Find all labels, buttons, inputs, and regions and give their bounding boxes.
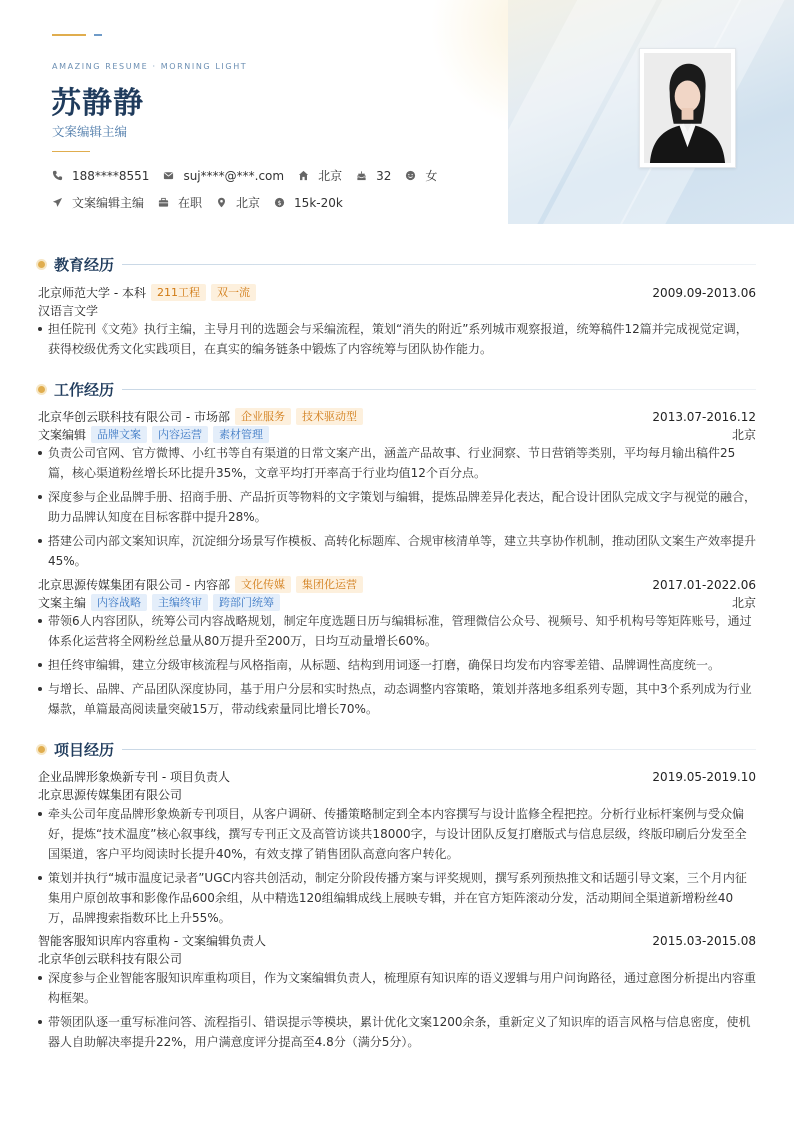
work-bullet: 与增长、品牌、产品团队深度协同，基于用户分层和实时热点，动态调整内容策略，策划并落地多组系列专题，其中3个系列成为行业爆款，单篇最高阅读量突破15万，带动线索量同比增长70%。 <box>38 679 756 719</box>
phone-icon <box>52 170 63 181</box>
work-entry-header <box>38 576 756 593</box>
target-city-value: 北京 <box>236 196 261 210</box>
project-period: 2019.05-2019.10 <box>652 769 756 784</box>
smile-icon <box>405 170 416 181</box>
work-bullet: 带领6人内容团队，统筹公司内容战略规划，制定年度选题日历与编辑标准，管理微信公众号、视频号、知乎机构号等矩阵账号，通过体系化运营将全网粉丝总量从80万提升至200万，日均互动量增长60%。 <box>38 611 756 651</box>
project-bullet: 牵头公司年度品牌形象焕新专刊项目，从客户调研、传播策略制定到全本内容撰写与设计监修全程把控。分析行业标杆案例与受众偏好，提炼“技术温度”核心叙事线，撰写专刊正文及高管访谈共18000字，与设计团队反复打磨版式与信息层级，终版印刷后分发至全国渠道，客户平均阅读时长提升40%，有效支撑了销售团队高意向客户转化。 <box>38 804 756 864</box>
job-target-value: 文案编辑主编 <box>72 196 145 210</box>
company-name: 北京华创云联科技有限公司 - 市场部 <box>38 410 230 424</box>
company-tag: 技术驱动型 <box>296 408 363 425</box>
projects-section-header <box>38 739 756 760</box>
project-bullet: 带领团队逐一重写标准问答、流程指引、错误提示等模块，累计优化文案1200余条，重新定义了知识库的语言风格与信息密度，使机器人自助解决率提升22%，用户满意度评分提高至4.8分（满分5分）。 <box>38 1012 756 1052</box>
city-info <box>298 167 342 184</box>
project-bullet: 策划并执行“城市温度记录者”UGC内容共创活动，制定分阶段传播方案与评奖规则，撰写系列预热推文和话题引导文案，三个月内征集用户原创故事和影像作品600余组，从中精选120组编辑成线上展映专辑，并在官方矩阵滚动分发，活动期间全渠道新增粉丝40万，品牌搜索指数环比上升55%。 <box>38 868 756 928</box>
company-tag: 文化传媒 <box>235 576 291 593</box>
work-period: 2017.01-2022.06 <box>652 577 756 592</box>
project-org: 北京思源传媒集团有限公司 <box>38 788 183 802</box>
company-tag: 集团化运营 <box>296 576 363 593</box>
email-info <box>163 169 284 183</box>
status-value: 在职 <box>178 196 203 210</box>
profile-photo-frame <box>639 48 736 168</box>
project-org: 北京华创云联科技有限公司 <box>38 952 183 966</box>
education-period: 2009.09-2013.06 <box>652 285 756 300</box>
svg-text:$: $ <box>277 198 282 207</box>
company-name: 北京思源传媒集团有限公司 - 内容部 <box>38 578 230 592</box>
work-section-title: 工作经历 <box>54 381 115 399</box>
work-bullet: 负责公司官网、官方微博、小红书等自有渠道的日常文案产出，涵盖产品故事、行业洞察、节日营销等类别，平均每月输出稿件25篇，核心渠道粉丝增长环比提升35%，文章平均打开率高于行业均值12个百分点。 <box>38 443 756 483</box>
home-icon <box>298 170 309 181</box>
city-value: 北京 <box>318 169 343 183</box>
gender-value: 女 <box>425 169 438 183</box>
candidate-name: 苏静静 <box>51 86 144 121</box>
phone-info <box>52 169 149 183</box>
coin-icon <box>274 197 285 208</box>
work-entry-header <box>38 408 756 425</box>
role-tag: 素材管理 <box>213 426 269 443</box>
role-tag: 品牌文案 <box>91 426 147 443</box>
send-icon <box>52 197 63 208</box>
job-target-info <box>52 194 144 211</box>
school-tag: 双一流 <box>211 284 256 301</box>
project-bullet: 深度参与企业智能客服知识库重构项目，作为文案编辑负责人，梳理原有知识库的语义逻辑与用户问询路径，通过意图分析提出内容重构框架。 <box>38 968 756 1008</box>
age-value: 32 <box>376 168 392 183</box>
role-name: 文案主编 <box>38 596 87 610</box>
briefcase-icon <box>158 197 169 208</box>
project-entry-header <box>38 768 756 785</box>
section-dot-icon <box>38 386 45 393</box>
section-divider <box>122 264 756 265</box>
education-entry-header <box>38 284 756 301</box>
email-value: suj****@***.com <box>183 168 285 183</box>
projects-section-title: 项目经历 <box>54 741 115 759</box>
project-name: 企业品牌形象焕新专刊 - 项目负责人 <box>38 770 230 784</box>
role-tag: 跨部门统筹 <box>213 594 280 611</box>
profile-photo <box>644 53 731 163</box>
work-role-row <box>38 426 756 443</box>
work-bullet: 搭建公司内部文案知识库，沉淀细分场景写作模板、高转化标题库、合规审核清单等，建立共享协作机制，推动团队文案生产效率提升45%。 <box>38 531 756 571</box>
work-city: 北京 <box>731 596 756 610</box>
job-intent-row <box>52 194 357 211</box>
project-name: 智能客服知识库内容重构 - 文案编辑负责人 <box>38 934 266 948</box>
role-tag: 主编终审 <box>152 594 208 611</box>
education-bullet: 担任院刊《文苑》执行主编，主导月刊的选题会与采编流程，策划“消失的附近”系列城市观察报道，统筹稿件12篇并完成视觉定调，获得校级优秀文化实践项目，在真实的编务链条中锻炼了内容统筹与团队协作能力。 <box>38 319 756 359</box>
project-entry-header <box>38 932 756 949</box>
status-info <box>158 194 202 211</box>
candidate-title: 文案编辑主编 <box>52 124 128 139</box>
contact-row <box>52 167 451 184</box>
age-info <box>356 169 391 183</box>
role-tag: 内容运营 <box>152 426 208 443</box>
work-bullet: 深度参与企业品牌手册、招商手册、产品折页等物料的文字策划与编辑，提炼品牌差异化表达，配合设计团队完成文字与视觉的融合，助力品牌认知度在目标客群中提升28%。 <box>38 487 756 527</box>
education-section-header <box>38 254 756 275</box>
work-role-row <box>38 594 756 611</box>
work-city: 北京 <box>731 428 756 442</box>
role-tag: 内容战略 <box>91 594 147 611</box>
location-pin-icon <box>216 197 227 208</box>
work-section-header <box>38 379 756 400</box>
salary-value: 15k-20k <box>294 195 343 210</box>
phone-value: 188****8551 <box>72 168 150 183</box>
education-major: 汉语言文学 <box>38 304 99 318</box>
work-period: 2013.07-2016.12 <box>652 409 756 424</box>
education-section-title: 教育经历 <box>54 256 115 274</box>
section-divider <box>122 749 756 750</box>
section-dot-icon <box>38 261 45 268</box>
mail-icon <box>163 170 174 181</box>
school-name: 北京师范大学 - 本科 <box>38 286 146 300</box>
cake-icon <box>356 170 367 181</box>
school-tag: 211工程 <box>151 284 206 301</box>
gender-info <box>405 167 437 184</box>
company-tag: 企业服务 <box>235 408 291 425</box>
section-dot-icon <box>38 746 45 753</box>
role-name: 文案编辑 <box>38 428 87 442</box>
salary-info <box>274 196 343 210</box>
project-period: 2015.03-2015.08 <box>652 933 756 948</box>
target-city-info <box>216 194 260 211</box>
work-bullet: 担任终审编辑，建立分级审核流程与风格指南，从标题、结构到用词逐一打磨，确保日均发布内容零差错、品牌调性高度统一。 <box>38 655 756 675</box>
section-divider <box>122 389 756 390</box>
title-divider <box>52 151 90 152</box>
brand-tagline: AMAZING RESUME · MORNING LIGHT <box>52 62 248 71</box>
